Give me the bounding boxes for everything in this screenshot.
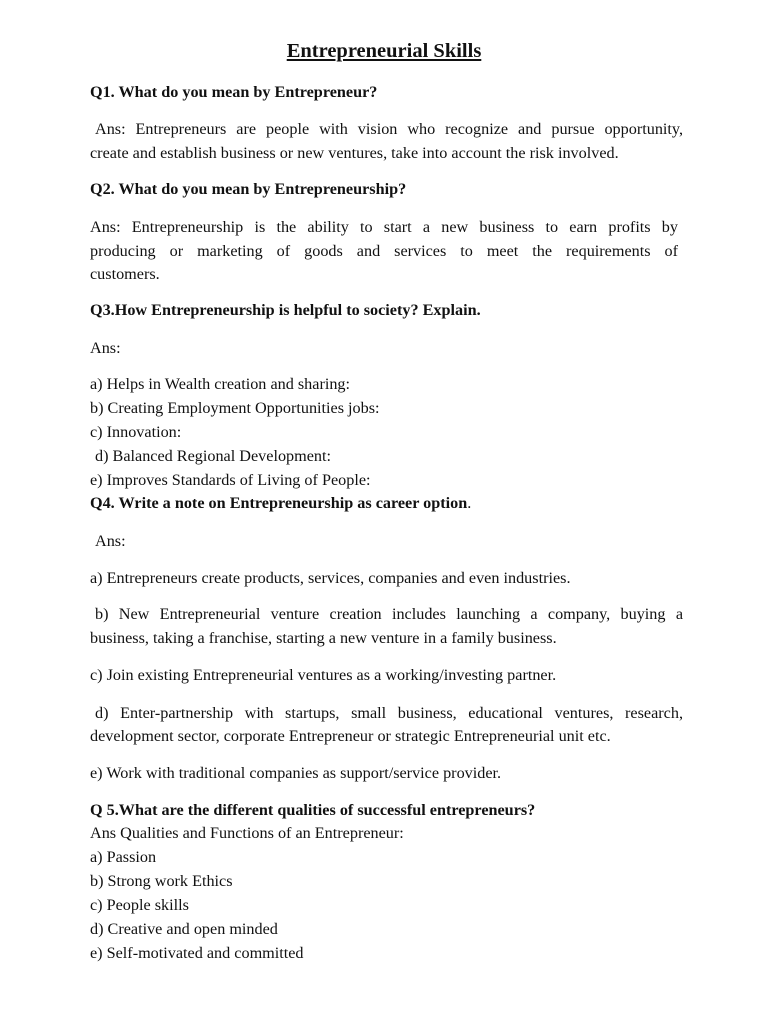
q5-item: b) Strong work Ethics [90, 872, 233, 890]
q2-answer-line-3: customers. [90, 265, 160, 283]
q4-item-e: e) Work with traditional companies as support/service provider. [90, 764, 502, 782]
q2-answer-line-2: producing or marketing of goods and services to meet the requirements of [90, 242, 678, 260]
q4-item-d-line-1: d) Enter-partnership with startups, small business, educational ventures, research, [95, 704, 683, 722]
q1-answer-line-2: create and establish business or new ventures, take into account the risk involved. [90, 144, 619, 162]
q1-question: Q1. What do you mean by Entrepreneur? [90, 83, 378, 101]
q3-item: b) Creating Employment Opportunities jobs: [90, 399, 380, 417]
q4-question-text: Q4. Write a note on Entrepreneurship as career option [90, 494, 468, 512]
q3-item: a) Helps in Wealth creation and sharing: [90, 375, 351, 393]
q3-item: d) Balanced Regional Development: [95, 447, 331, 465]
q5-item: d) Creative and open minded [90, 920, 278, 938]
q5-item: e) Self-motivated and committed [90, 944, 304, 962]
q5-item: a) Passion [90, 848, 157, 866]
q4-question-period: . [467, 494, 472, 512]
q3-question: Q3.How Entrepreneurship is helpful to society? Explain. [90, 301, 481, 319]
q4-question [90, 492, 471, 514]
q4-item-d-line-2: development sector, corporate Entrepreneur or strategic Entrepreneurial unit etc. [90, 727, 611, 745]
q3-item: e) Improves Standards of Living of People: [90, 471, 371, 489]
q1-answer-line-1: Ans: Entrepreneurs are people with vision who recognize and pursue opportunity, [95, 120, 683, 138]
q3-ans-label: Ans: [90, 339, 121, 357]
q5-item: c) People skills [90, 896, 189, 914]
q5-intro: Ans Qualities and Functions of an Entrepreneur: [90, 824, 404, 842]
q4-item-a: a) Entrepreneurs create products, services, companies and even industries. [90, 569, 571, 587]
q5-question: Q 5.What are the different qualities of successful entrepreneurs? [90, 801, 536, 819]
q3-item: c) Innovation: [90, 423, 182, 441]
document-title: Entrepreneurial Skills [286, 40, 482, 62]
q4-item-c: c) Join existing Entrepreneurial ventures as a working/investing partner. [90, 666, 557, 684]
q4-item-b-line-2: business, taking a franchise, starting a new venture in a family business. [90, 629, 557, 647]
q4-item-b-line-1: b) New Entrepreneurial venture creation includes launching a company, buying a [95, 605, 683, 623]
q2-answer-line-1: Ans: Entrepreneurship is the ability to start a new business to earn profits by [90, 218, 678, 236]
q4-ans-label: Ans: [95, 532, 126, 550]
q2-question: Q2. What do you mean by Entrepreneurship? [90, 180, 407, 198]
